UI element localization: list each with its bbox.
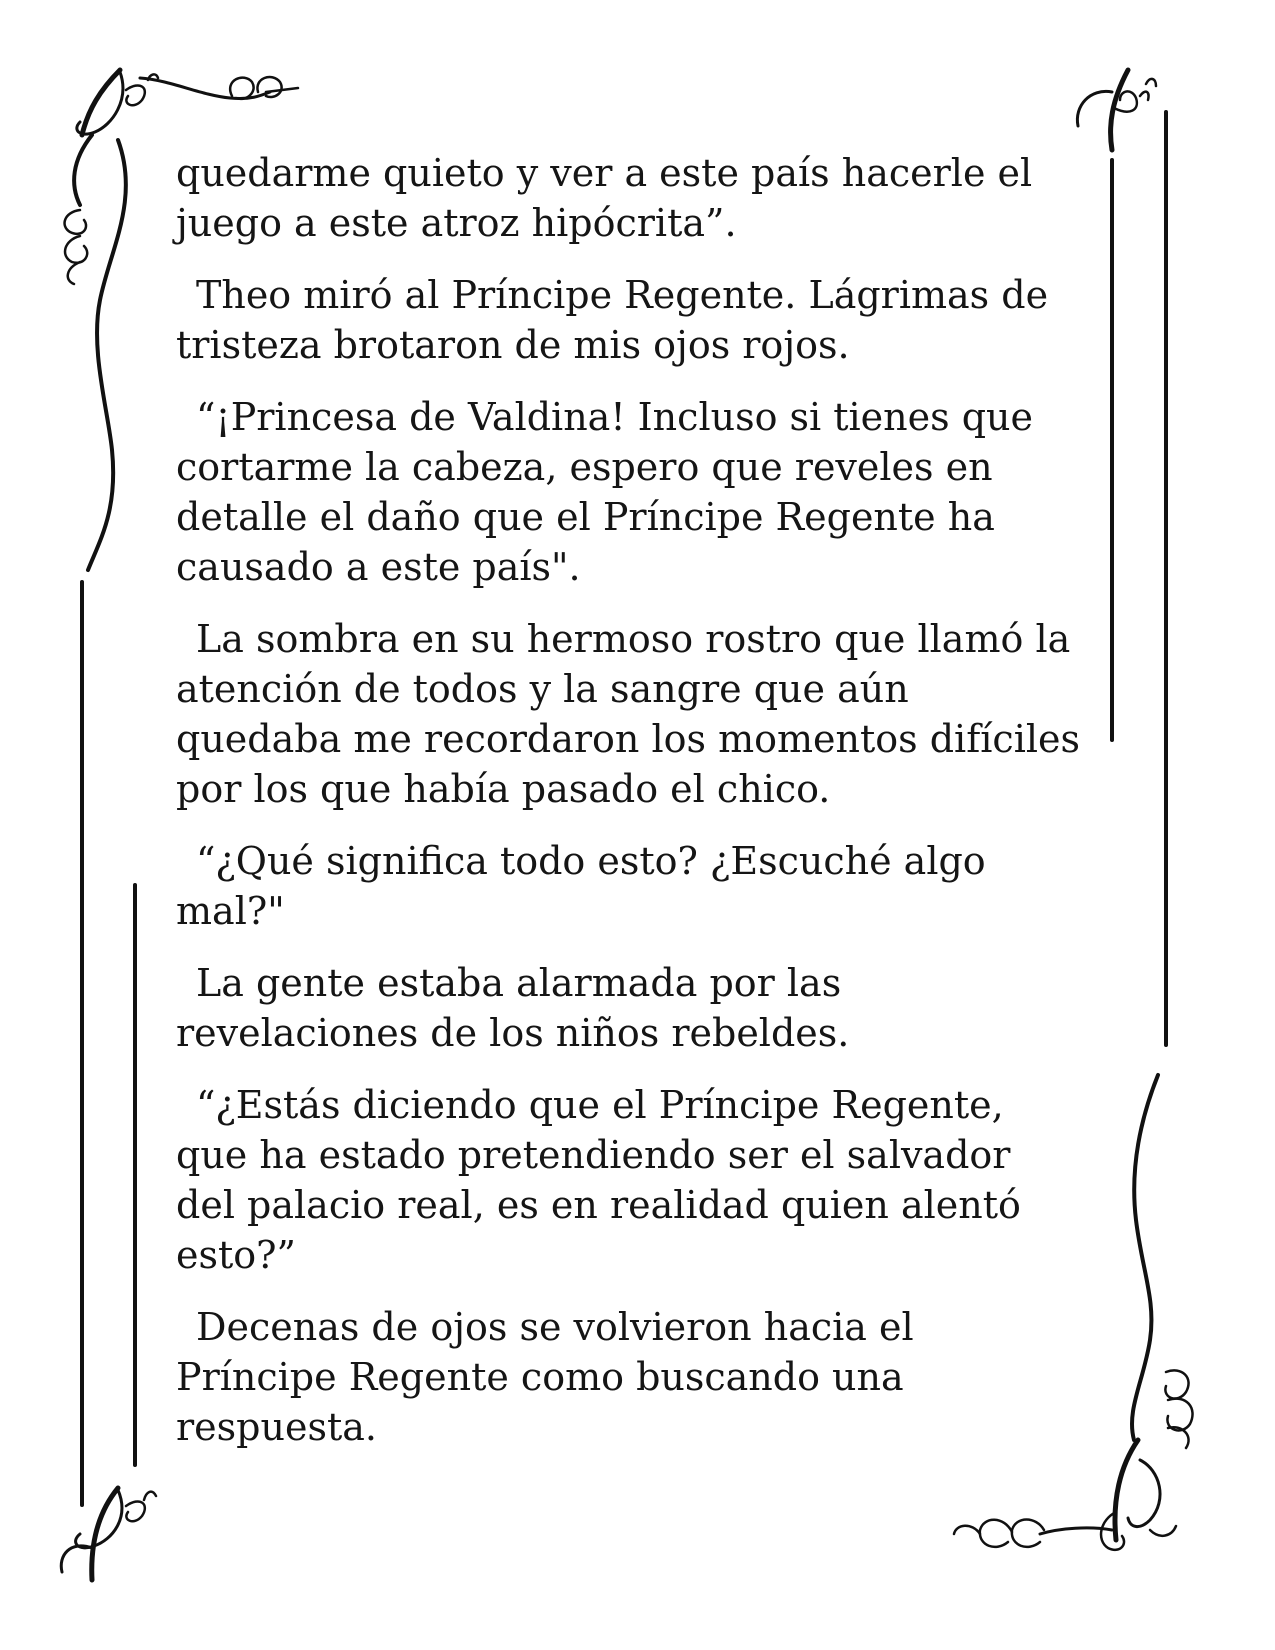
- flourish-bottom-left-icon: [61, 1488, 156, 1580]
- paragraph-6: La gente estaba alarmada por las revelaciones de los niños rebeldes.: [176, 961, 850, 1055]
- paragraph-2: Theo miró al Príncipe Regente. Lágrimas de tristeza brotaron de mis ojos rojos.: [176, 273, 1049, 367]
- paragraph-7: “¿Estás diciendo que el Príncipe Regente, que ha estado pretendiendo ser el salvador del palacio real, es en realidad quien alentó esto?”: [176, 1083, 1021, 1277]
- paragraph-8: Decenas de ojos se volvieron hacia el Príncipe Regente como buscando una respuesta.: [176, 1305, 914, 1449]
- flourish-top-right-icon: [1077, 70, 1156, 150]
- paragraph-5: “¿Qué significa todo esto? ¿Escuché algo mal?": [176, 839, 986, 933]
- chapter-text: [176, 148, 1081, 1474]
- paragraph-4: La sombra en su hermoso rostro que llamó la atención de todos y la sangre que aún quedaba me recordaron los momentos difíciles por los que había pasado el chico.: [176, 617, 1081, 811]
- paragraph-1: quedarme quieto y ver a este país hacerle el juego a este atroz hipócrita”.: [176, 151, 1033, 245]
- paragraph-3: “¡Princesa de Valdina! Incluso si tienes que cortarme la cabeza, espero que reveles en detalle el daño que el Príncipe Regente ha causado a este país".: [176, 395, 1034, 589]
